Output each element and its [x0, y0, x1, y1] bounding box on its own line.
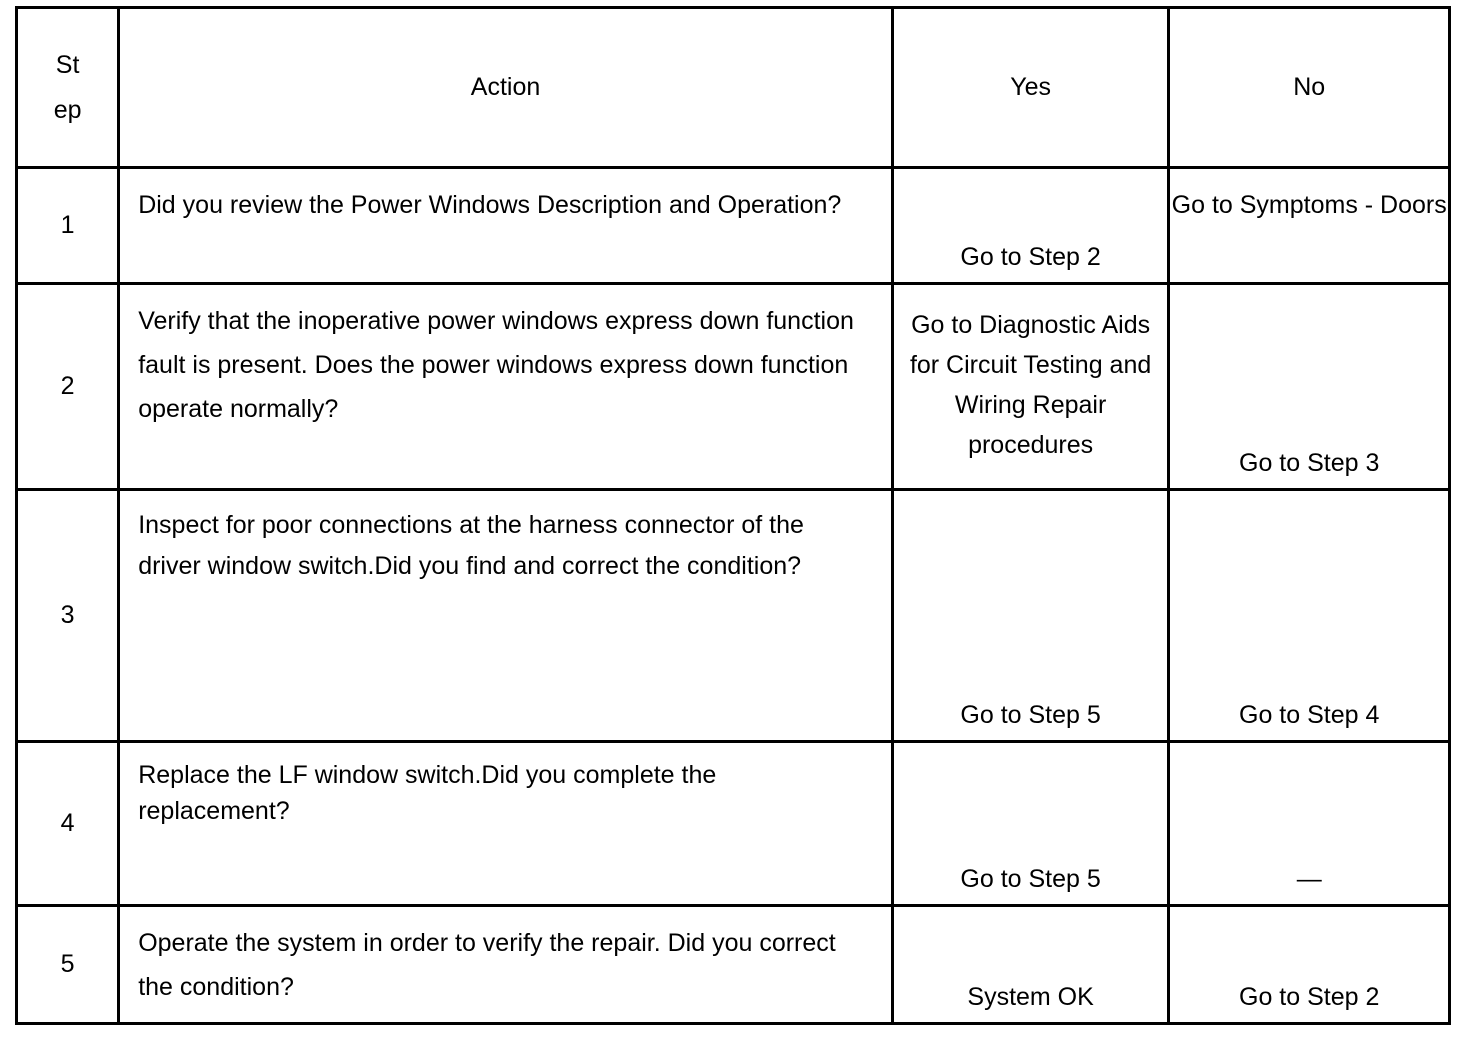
yes-outcome: Go to Step 5 [960, 865, 1101, 893]
yes-outcome: System OK [967, 983, 1094, 1011]
no-cell [1169, 906, 1450, 1024]
action-text: Operate the system in order to verify the repair. Did you correct the condition? [119, 906, 893, 1024]
yes-cell [892, 284, 1169, 490]
yes-cell [892, 490, 1169, 742]
no-cell [1169, 284, 1450, 490]
no-outcome: — [1296, 865, 1322, 893]
step-number: 5 [17, 906, 119, 1024]
action-text: Inspect for poor connections at the harness connector of the driver window switch.Did you find and correct the condition? [119, 490, 893, 742]
table-row [17, 906, 1450, 1024]
no-outcome: Go to Step 3 [1239, 449, 1380, 477]
step-number: 2 [17, 284, 119, 490]
no-outcome: Go to Step 4 [1239, 701, 1380, 729]
no-cell [1169, 168, 1450, 284]
yes-outcome: Go to Step 5 [960, 701, 1101, 729]
table-row [17, 284, 1450, 490]
header-action: Action [119, 8, 893, 168]
table-row [17, 742, 1450, 906]
yes-cell [892, 742, 1169, 906]
header-no: No [1169, 8, 1450, 168]
action-text: Replace the LF window switch.Did you complete the replacement? [119, 742, 893, 906]
diagnostic-table [15, 6, 1451, 1025]
step-number: 4 [17, 742, 119, 906]
yes-cell [892, 906, 1169, 1024]
table-row [17, 490, 1450, 742]
no-cell [1169, 490, 1450, 742]
step-number: 3 [17, 490, 119, 742]
header-step: St ep [17, 8, 119, 168]
step-number: 1 [17, 168, 119, 284]
header-yes: Yes [892, 8, 1169, 168]
yes-outcome: Go to Step 2 [960, 243, 1101, 271]
table-row [17, 168, 1450, 284]
yes-cell [892, 168, 1169, 284]
action-text: Did you review the Power Windows Description and Operation? [119, 168, 893, 284]
no-cell [1169, 742, 1450, 906]
table-header-row [17, 8, 1450, 168]
yes-outcome: Go to Diagnostic Aids for Circuit Testing and Wiring Repair procedures [909, 311, 1152, 459]
no-outcome: Go to Symptoms - Doors [1171, 191, 1447, 219]
no-outcome: Go to Step 2 [1239, 983, 1380, 1011]
action-text: Verify that the inoperative power windows express down function fault is present. Does the power windows express down function operate normally? [119, 284, 893, 490]
